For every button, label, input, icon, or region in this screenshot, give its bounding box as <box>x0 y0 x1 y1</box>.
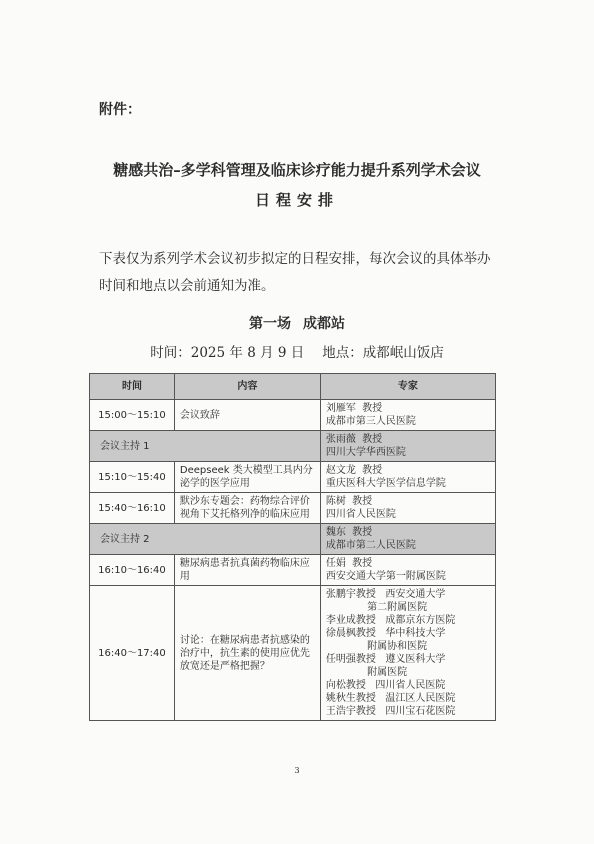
time-cell: 15:00～15:10 <box>90 400 175 431</box>
expert-line: 四川大学华西医院 <box>325 447 406 458</box>
expert-line: 附属医院 <box>325 667 408 678</box>
table-row <box>90 493 496 524</box>
expert-cell <box>320 555 495 586</box>
expert-cell <box>320 493 495 524</box>
document-subtitle: 日程安排 <box>254 191 339 209</box>
session-city: 成都站 <box>303 316 345 332</box>
table-row <box>90 586 496 721</box>
schedule-table <box>89 373 496 721</box>
table-row <box>90 462 496 493</box>
expert-line: 刘雁军 教授 <box>325 403 383 414</box>
expert-line: 任娟 教授 <box>325 558 373 569</box>
schedule-body <box>90 400 496 721</box>
page-number: 3 <box>294 766 300 775</box>
expert-cell <box>320 524 495 555</box>
session-heading <box>0 313 594 333</box>
expert-line: 王浩宇教授 四川宝石花医院 <box>325 706 456 717</box>
expert-cell <box>320 431 495 462</box>
expert-line: 重庆医科大学医学信息学院 <box>325 478 446 489</box>
expert-line: 任明强教授 遵义医科大学 <box>325 654 446 665</box>
expert-line: 赵文龙 教授 <box>325 465 383 476</box>
session-name: 第一场 <box>249 316 291 332</box>
host-row <box>90 431 496 462</box>
header-content: 内容 <box>174 374 320 400</box>
document-title: 糖感共治–多学科管理及临床诊疗能力提升系列学术会议 <box>113 161 481 179</box>
session-place: 地点：成都岷山饭店 <box>322 345 444 361</box>
host-label: 会议主持 1 <box>90 431 321 462</box>
expert-line: 西安交通大学第一附属医院 <box>325 571 446 582</box>
expert-line: 四川省人民医院 <box>325 509 396 520</box>
content-cell: 默沙东专题会：药物综合评价视角下艾托格列净的临床应用 <box>174 493 320 524</box>
expert-cell <box>320 586 495 721</box>
session-time: 时间：2025 年 8 月 9 日 <box>150 345 305 361</box>
content-cell: 讨论：在糖尿病患者抗感染的治疗中，抗生素的使用应优先放宽还是严格把握？ <box>174 586 320 721</box>
table-header-row <box>90 374 496 400</box>
expert-line: 第二附属医院 <box>325 602 428 613</box>
expert-line: 李业成教授 成都京东方医院 <box>325 615 456 626</box>
content-cell: 会议致辞 <box>174 400 320 431</box>
expert-line: 成都市第三人民医院 <box>325 416 416 427</box>
session-time-place <box>0 341 594 361</box>
header-time: 时间 <box>90 374 175 400</box>
expert-line: 姚秋生教授 温江区人民医院 <box>325 693 456 704</box>
time-cell: 15:10～15:40 <box>90 462 175 493</box>
expert-line: 成都市第二人民医院 <box>325 540 416 551</box>
expert-cell <box>320 462 495 493</box>
header-expert: 专家 <box>320 374 495 400</box>
time-cell: 16:10～16:40 <box>90 555 175 586</box>
expert-line: 张雨薇 教授 <box>325 434 383 445</box>
table-row <box>90 400 496 431</box>
expert-cell <box>320 400 495 431</box>
expert-line: 附属协和医院 <box>325 641 428 652</box>
expert-line: 张鹏宇教授 西安交通大学 <box>325 589 446 600</box>
expert-line: 魏东 教授 <box>325 527 373 538</box>
content-cell: 糖尿病患者抗真菌药物临床应用 <box>174 555 320 586</box>
expert-line: 徐晨枫教授 华中科技大学 <box>325 628 446 639</box>
table-row <box>90 555 496 586</box>
intro-paragraph: 下表仅为系列学术会议初步拟定的日程安排，每次会议的具体举办时间和地点以会前通知为准。 <box>99 251 491 294</box>
content-cell: Deepseek 类大模型工具内分泌学的医学应用 <box>174 462 320 493</box>
expert-line: 陈树 教授 <box>325 496 373 507</box>
time-cell: 15:40～16:10 <box>90 493 175 524</box>
host-row <box>90 524 496 555</box>
attachment-label: 附件： <box>99 102 141 118</box>
time-cell: 16:40～17:40 <box>90 586 175 721</box>
host-label: 会议主持 2 <box>90 524 321 555</box>
expert-line: 向松教授 四川省人民医院 <box>325 680 446 691</box>
